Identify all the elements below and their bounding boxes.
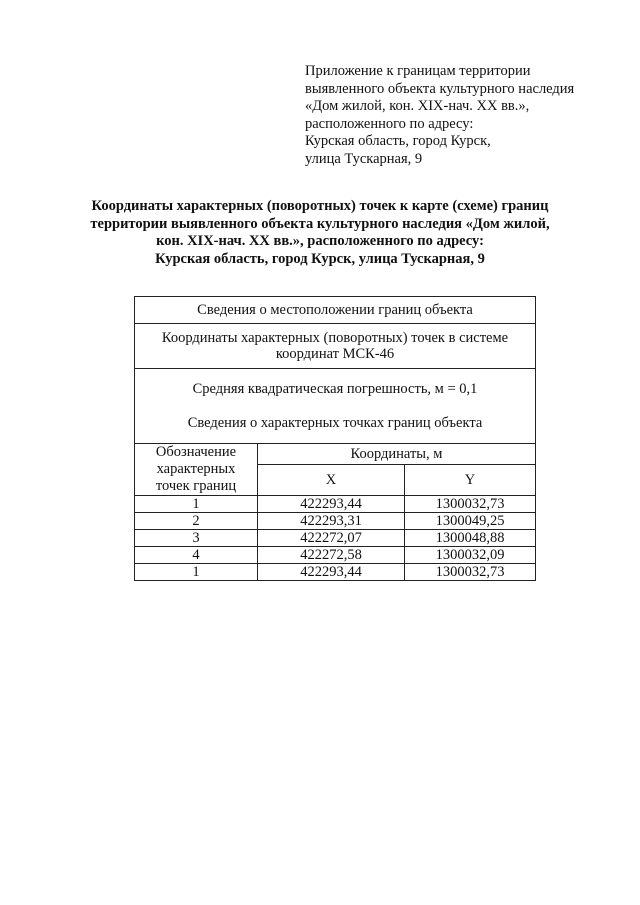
appendix-line: улица Тускарная, 9: [305, 150, 423, 167]
precision-cell: [135, 369, 536, 444]
title-line: Координаты характерных (поворотных) точек к карте (схеме) границ: [91, 198, 549, 214]
table-header-row: [135, 444, 536, 465]
coordinates-table: [134, 296, 536, 581]
y-cell: 1300048,88: [405, 530, 536, 547]
y-cell: 1300032,09: [405, 547, 536, 564]
table-row: [135, 369, 536, 444]
table-row: [135, 513, 536, 530]
table-row: [135, 297, 536, 324]
point-label-cell: 1: [135, 564, 258, 581]
point-label-cell: 4: [135, 547, 258, 564]
title-line: Курская область, город Курск, улица Тускарная, 9: [155, 250, 485, 267]
y-cell: 1300032,73: [405, 496, 536, 513]
table-row: [135, 530, 536, 547]
x-cell: 422272,07: [258, 530, 405, 547]
table-row: [135, 547, 536, 564]
appendix-line: расположенного по адресу:: [305, 115, 474, 132]
x-cell: 422293,44: [258, 564, 405, 581]
precision-text: Средняя квадратическая погрешность, м = 0,1: [192, 381, 478, 397]
appendix-note: [305, 63, 605, 168]
table-row: [135, 496, 536, 513]
y-header-cell: Y: [405, 465, 536, 496]
info-title-cell: Сведения о местоположении границ объекта: [135, 297, 536, 324]
y-cell: 1300049,25: [405, 513, 536, 530]
point-label-cell: 1: [135, 496, 258, 513]
x-cell: 422293,31: [258, 513, 405, 530]
title-line: кон. XIX-нач. XX вв.», расположенного по адресу:: [156, 233, 484, 249]
point-label-cell: 3: [135, 530, 258, 547]
label-header-cell: Обозначение характерных точек границ: [135, 444, 258, 496]
table-row: [135, 564, 536, 581]
system-title-cell: Координаты характерных (поворотных) точек в системе координат МСК-46: [135, 324, 536, 369]
point-label-cell: 2: [135, 513, 258, 530]
table-row: [135, 324, 536, 369]
y-cell: 1300032,73: [405, 564, 536, 581]
x-cell: 422293,44: [258, 496, 405, 513]
appendix-line: «Дом жилой, кон. XIX-нач. XX вв.»,: [305, 98, 530, 114]
title-line: территории выявленного объекта культурного наследия «Дом жилой,: [90, 215, 550, 232]
x-cell: 422272,58: [258, 547, 405, 564]
appendix-line: Приложение к границам территории: [305, 63, 531, 79]
points-title-text: Сведения о характерных точках границ объекта: [187, 415, 483, 431]
x-header-cell: X: [258, 465, 405, 496]
coords-header-cell: Координаты, м: [258, 444, 536, 465]
appendix-line: Курская область, город Курск,: [305, 133, 491, 149]
document-title: [60, 198, 580, 268]
appendix-line: выявленного объекта культурного наследия: [305, 80, 575, 97]
